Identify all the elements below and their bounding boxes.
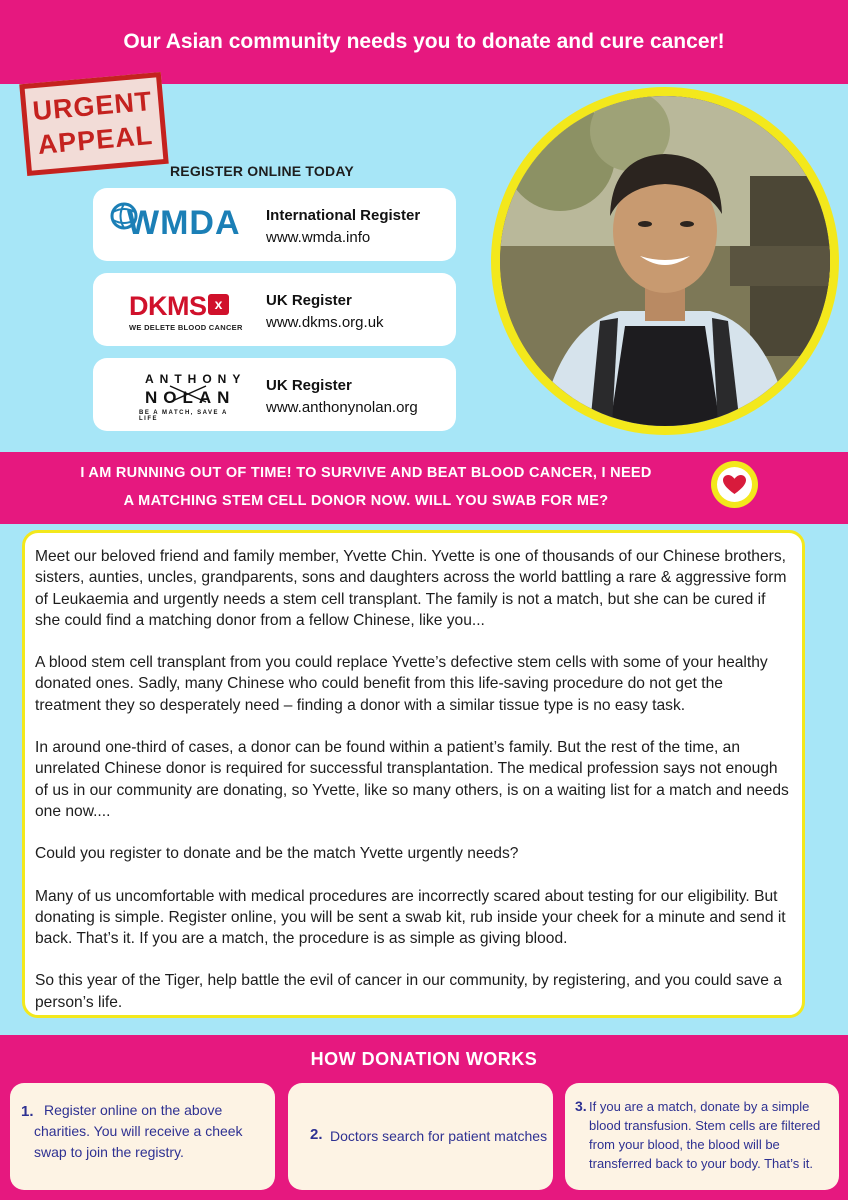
anthony-nolan-wordmark-1: ANTHONY	[145, 372, 247, 386]
step-number: 2.	[310, 1126, 323, 1143]
step-number: 3.	[575, 1098, 587, 1114]
anthony-nolan-logo	[107, 370, 247, 420]
stamp-line-2: APPEAL	[36, 119, 155, 160]
step-text: If you are a match, donate by a simple blood transfusion. Stem cells are filtered from your blood, the blood will be transferred back to your body. That’s it.	[589, 1099, 821, 1171]
register-card-title: International Register	[266, 207, 421, 224]
register-card-wmda[interactable]	[93, 188, 456, 261]
heart-badge	[711, 461, 758, 508]
how-donation-works-title: HOW DONATION WORKS	[310, 1049, 538, 1069]
register-card-dkms[interactable]	[93, 273, 456, 346]
step-card-1	[10, 1083, 275, 1190]
dkms-tagline: WE DELETE BLOOD CANCER	[129, 323, 243, 332]
urgent-appeal-stamp	[19, 72, 168, 176]
step-card-2	[288, 1083, 553, 1190]
appeal-line-1: I AM RUNNING OUT OF TIME! TO SURVIVE AND BEAT BLOOD CANCER, I NEED	[80, 465, 652, 481]
stamp-line-1: URGENT	[31, 85, 154, 127]
register-title: REGISTER ONLINE TODAY	[170, 163, 354, 179]
step-text: Register online on the above charities. You will receive a cheek swap to join the registry.	[34, 1102, 243, 1160]
anthony-nolan-tagline: BE A MATCH, SAVE A LIFE	[139, 410, 228, 422]
wmda-logo	[107, 200, 247, 250]
story-paragraph: Could you register to donate and be the match Yvette urgently needs?	[35, 845, 519, 863]
register-card-url[interactable]: www.wmda.info	[266, 229, 371, 246]
register-card-title: UK Register	[266, 292, 352, 309]
dkms-wordmark: DKMS	[129, 291, 207, 321]
register-card-url[interactable]: www.dkms.org.uk	[266, 314, 384, 331]
dkms-logo	[107, 285, 247, 335]
step-number: 1.	[21, 1103, 34, 1120]
step-card-3	[565, 1083, 839, 1190]
register-card-url[interactable]: www.anthonynolan.org	[266, 399, 418, 416]
story-paragraph: A blood stem cell transplant from you could replace Yvette’s defective stem cells with some of your healthy donated ones. Sadly, many Chinese who could benefit from this life-saving procedure do not get the treatment they so desperately need – finding a donor with a similar tissue type is no easy task.	[35, 654, 768, 714]
portrait-photo	[500, 96, 830, 426]
headline: Our Asian community needs you to donate and cure cancer!	[123, 30, 725, 53]
story-paragraph: In around one-third of cases, a donor can be found within a patient’s family. But the rest of the time, an unrelated Chinese donor is required for successful transplantation. The medical profession says not enough of us in our community are donating, so Yvette, like so many others, is on a waiting list for a match and needs one now....	[35, 739, 789, 820]
register-card-anthony-nolan[interactable]	[93, 358, 456, 431]
heart-icon	[717, 467, 752, 502]
anthony-nolan-wordmark-2: NOLAN	[145, 388, 236, 407]
dkms-x-icon: x	[208, 294, 229, 315]
story-paragraph: So this year of the Tiger, help battle the evil of cancer in our community, by registering, and you could save a person’s life.	[35, 972, 782, 1011]
wmda-wordmark: WMDA	[127, 204, 241, 242]
step-text: Doctors search for patient matches	[330, 1128, 548, 1144]
story-paragraph: Meet our beloved friend and family member, Yvette Chin. Yvette is one of thousands of our Chinese brothers, sisters, aunties, uncles, grandparents, sons and daughters across the world battling a rare & aggressive form of Leukaemia and urgently needs a stem cell transplant. The family is not a match, but she can be cured if she could find a matching donor from a fellow Chinese, like you...	[35, 548, 787, 629]
heart-badge-inner	[717, 467, 752, 502]
appeal-line-2: A MATCHING STEM CELL DONOR NOW. WILL YOU SWAB FOR ME?	[123, 493, 609, 509]
story-box	[22, 530, 805, 1018]
patient-portrait	[491, 87, 839, 435]
register-card-title: UK Register	[266, 377, 352, 394]
story-paragraph: Many of us uncomfortable with medical procedures are incorrectly scared about testing for our eligibility. But donating is simple. Register online, you will be sent a swab kit, rub inside your cheek for a minute and send it back. That’s it. If you are a match, the procedure is as simple as giving blood.	[35, 887, 786, 948]
